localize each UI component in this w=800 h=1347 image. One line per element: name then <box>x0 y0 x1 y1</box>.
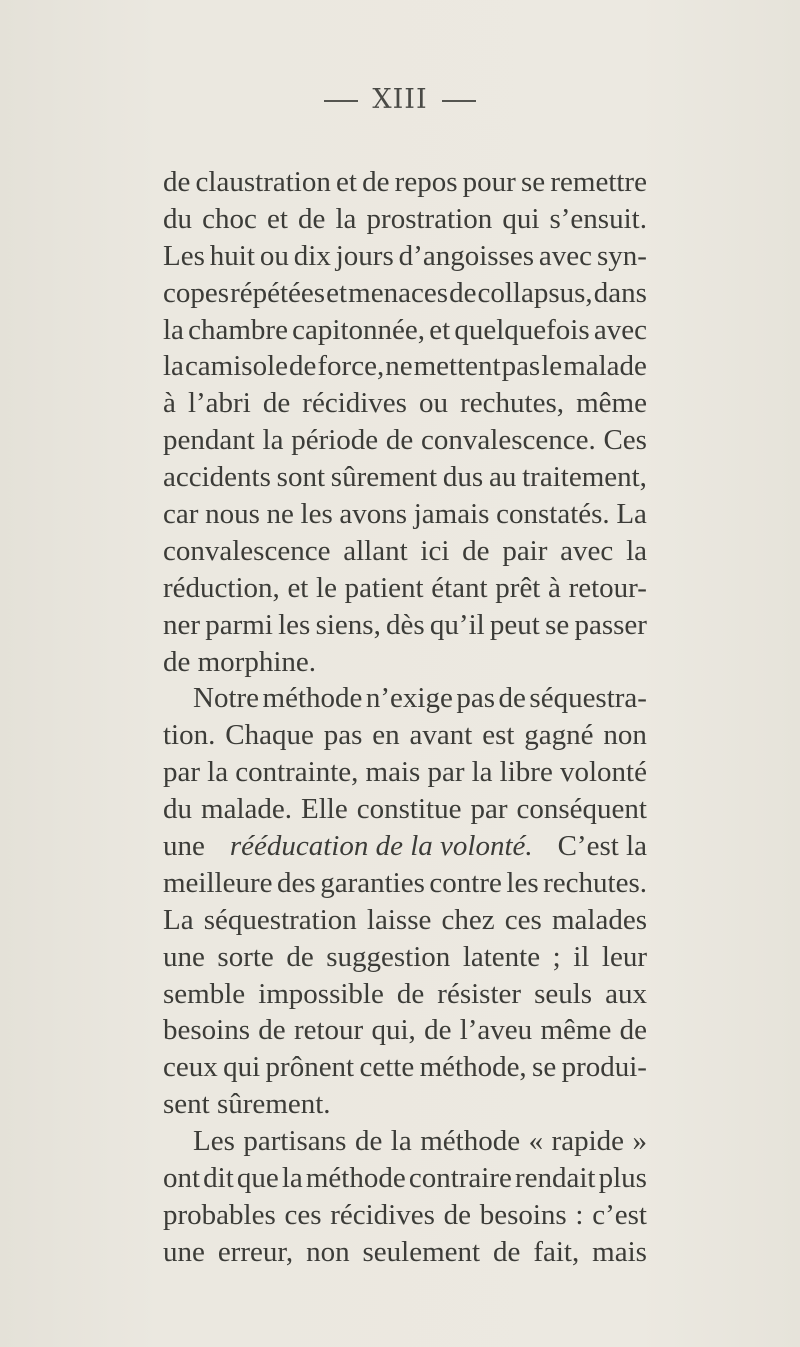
text-line <box>163 607 647 644</box>
text-line: sent sûrement. <box>163 1088 331 1121</box>
word: avec <box>538 239 593 272</box>
word: retour <box>293 1014 364 1047</box>
word: et <box>266 202 288 235</box>
word: récidives <box>330 1198 435 1231</box>
word: n’exige <box>365 682 453 715</box>
word: jamais <box>413 498 490 531</box>
word: même <box>540 1014 612 1047</box>
word: et <box>429 313 451 346</box>
word: avec <box>560 534 614 567</box>
word: de <box>385 424 414 457</box>
word: repos <box>394 166 458 198</box>
word: prônent <box>265 1051 355 1084</box>
word: méthode, <box>419 1051 527 1084</box>
word: pour <box>462 166 516 198</box>
word: malades <box>551 903 647 936</box>
word: la <box>163 350 184 383</box>
word: remettre <box>550 166 647 198</box>
word: convalescence. <box>421 424 596 457</box>
word: de <box>262 387 291 420</box>
word: se <box>545 608 570 641</box>
word: plus <box>598 1162 647 1195</box>
page-number <box>0 84 800 115</box>
word: contraire <box>408 1162 512 1195</box>
word: de <box>619 1014 647 1047</box>
word: ; <box>552 940 561 973</box>
word: passer <box>574 608 647 641</box>
word: les <box>278 608 311 641</box>
word: claustration <box>195 166 331 198</box>
word: convalescence <box>163 534 331 567</box>
word: des <box>277 866 316 899</box>
word: en <box>372 719 400 752</box>
word: constitue <box>356 793 462 826</box>
word: ceux <box>163 1051 218 1084</box>
word: s’ensuit. <box>549 202 647 235</box>
word: prostration <box>366 202 493 235</box>
word: au <box>488 461 517 494</box>
word: pas <box>501 350 541 383</box>
word: la <box>262 424 284 457</box>
word: d’angoisses <box>398 239 534 272</box>
word: libre <box>499 756 553 789</box>
word: latente <box>462 940 541 973</box>
word: méthode <box>305 1162 406 1195</box>
word: car <box>163 498 199 531</box>
word: rechutes, <box>460 387 564 420</box>
word: leur <box>601 940 647 973</box>
word: séquestra- <box>529 682 647 715</box>
text-line <box>163 1197 647 1234</box>
word: de <box>498 682 526 715</box>
text-line <box>163 312 647 349</box>
text-line <box>163 385 647 422</box>
word: la <box>281 1162 303 1195</box>
word: et <box>326 276 348 309</box>
word: capitonnée, <box>292 313 426 346</box>
word: est <box>482 719 515 752</box>
word: volonté <box>559 756 647 789</box>
word: quelquefois <box>454 313 590 346</box>
word: même <box>576 387 647 420</box>
word: semble <box>163 977 246 1010</box>
text-line <box>163 976 647 1013</box>
text-line <box>163 496 647 533</box>
word: de <box>286 940 314 973</box>
word: de <box>396 977 425 1010</box>
word: de <box>298 202 326 235</box>
word: ne <box>266 498 294 531</box>
word: la <box>163 313 184 346</box>
folio-right-dash <box>442 100 476 102</box>
word: qu’il <box>429 608 485 641</box>
word: mais <box>365 756 421 789</box>
word: l’abri <box>187 387 251 420</box>
word: huit <box>209 239 255 272</box>
word: menaces <box>348 276 448 309</box>
text-line <box>163 459 647 496</box>
word: avec <box>593 313 647 346</box>
word: produi- <box>561 1051 647 1084</box>
word: dans <box>593 276 647 309</box>
word: constatés. <box>496 498 610 531</box>
text-line <box>163 939 647 976</box>
word: de <box>354 1125 383 1158</box>
word: tion. <box>163 719 216 752</box>
word: camisole <box>184 350 289 383</box>
word: ou <box>259 239 289 272</box>
word: La <box>163 903 194 936</box>
word: sûrement <box>330 461 438 494</box>
word: sorte <box>217 940 274 973</box>
word: de <box>443 1198 471 1231</box>
word: impossible <box>258 977 384 1010</box>
word: avons <box>339 498 408 531</box>
word: Les <box>193 1125 235 1158</box>
word: de <box>424 1014 452 1047</box>
word: parmi <box>205 608 273 641</box>
word: » <box>632 1125 647 1158</box>
word: jours <box>335 239 394 272</box>
word: non <box>306 1235 350 1268</box>
text-line <box>163 164 647 201</box>
word: les <box>506 866 539 899</box>
word: ici <box>420 534 450 567</box>
word: se <box>521 166 546 198</box>
text-span: une <box>163 830 205 863</box>
word: ces <box>284 1198 322 1231</box>
word: « <box>528 1125 544 1158</box>
word: partisans <box>243 1125 347 1158</box>
word: ces <box>504 903 542 936</box>
text-line <box>163 348 647 385</box>
word: que <box>236 1162 279 1195</box>
word: patient <box>344 571 424 604</box>
word: de <box>462 534 490 567</box>
body-text <box>163 164 647 1271</box>
page-number-text: XIII <box>372 84 428 115</box>
word: il <box>573 940 590 973</box>
word: rapide <box>551 1125 625 1158</box>
word: résister <box>437 977 522 1010</box>
word: séquestration <box>203 903 357 936</box>
word: besoins <box>479 1198 567 1231</box>
word: ner <box>163 608 201 641</box>
word: ou <box>419 387 449 420</box>
word: de <box>362 166 390 198</box>
word: la <box>207 756 229 789</box>
word: qui <box>502 202 540 235</box>
word: la <box>335 202 357 235</box>
word: Ces <box>603 424 647 457</box>
text-line <box>163 902 647 939</box>
word: Chaque <box>225 719 314 752</box>
italic-phrase: rééducation de la volonté. <box>229 830 533 863</box>
word: besoins <box>163 1014 250 1047</box>
word: malade. <box>201 793 292 826</box>
word: meilleure <box>163 866 273 899</box>
word: de <box>493 1235 521 1268</box>
text-span: C’est la <box>557 830 647 863</box>
word: syn- <box>596 239 647 272</box>
word: réduction, <box>163 571 280 604</box>
word: prêt <box>495 571 541 604</box>
word: qui <box>223 1051 261 1084</box>
word: conséquent <box>516 793 647 826</box>
word: contre <box>429 866 502 899</box>
word: par <box>163 756 201 789</box>
word: ne <box>385 350 413 383</box>
text-line <box>163 201 647 238</box>
word: du <box>163 793 192 826</box>
word: pendant <box>163 424 255 457</box>
word: collapsus, <box>477 276 593 309</box>
text-line <box>163 238 647 275</box>
word: par <box>427 756 465 789</box>
word: chambre <box>188 313 288 346</box>
word: mais <box>592 1235 647 1268</box>
word: une <box>163 940 205 973</box>
word: la <box>626 534 647 567</box>
word: fait, <box>533 1235 580 1268</box>
word: cette <box>359 1051 415 1084</box>
word: pas <box>323 719 363 752</box>
word: se <box>532 1051 557 1084</box>
text-line <box>163 680 647 717</box>
word: de <box>258 1014 286 1047</box>
word: la <box>471 756 493 789</box>
folio-left-dash <box>324 100 358 102</box>
word: rechutes. <box>543 866 647 899</box>
word: Les <box>163 239 205 272</box>
word: non <box>603 719 647 752</box>
word: pair <box>502 534 548 567</box>
text-line <box>163 570 647 607</box>
word: répétées <box>230 276 326 309</box>
word: Elle <box>301 793 348 826</box>
word: accidents <box>163 461 271 494</box>
word: contrainte, <box>235 756 359 789</box>
word: et <box>336 166 357 198</box>
text-line <box>163 1234 647 1271</box>
word: c’est <box>592 1198 647 1231</box>
text-line <box>163 791 647 828</box>
word: le <box>316 571 337 604</box>
word: retour- <box>568 571 647 604</box>
word: l’aveu <box>459 1014 533 1047</box>
word: peut <box>489 608 540 641</box>
text-line <box>163 1012 647 1049</box>
word: allant <box>343 534 408 567</box>
word: laisse <box>366 903 432 936</box>
word: chez <box>441 903 495 936</box>
word: seulement <box>362 1235 481 1268</box>
word: choc <box>202 202 257 235</box>
word: nous <box>205 498 260 531</box>
word: suggestion <box>326 940 451 973</box>
text-line <box>163 1123 647 1160</box>
word: les <box>300 498 333 531</box>
word: la <box>390 1125 412 1158</box>
word: une <box>163 1235 205 1268</box>
word: du <box>163 202 192 235</box>
word: de <box>289 350 317 383</box>
text-line <box>163 754 647 791</box>
word: malade <box>563 350 647 383</box>
word: à <box>163 387 176 420</box>
word: Notre <box>193 682 260 715</box>
word: dès <box>386 608 425 641</box>
word: dix <box>293 239 331 272</box>
word: traitement, <box>522 461 647 494</box>
word: par <box>470 793 508 826</box>
word: méthode <box>262 682 363 715</box>
word: sont <box>276 461 326 494</box>
word: à <box>548 571 561 604</box>
word: siens, <box>315 608 381 641</box>
word: dus <box>442 461 484 494</box>
word: de <box>163 166 191 198</box>
text-line <box>163 865 647 902</box>
word: avant <box>409 719 473 752</box>
text-line <box>163 717 647 754</box>
text-line <box>163 275 647 312</box>
word: probables <box>163 1198 276 1231</box>
word: seuls <box>534 977 593 1010</box>
word: dit <box>203 1162 234 1195</box>
word: ont <box>163 1162 201 1195</box>
word: de <box>449 276 477 309</box>
text-line <box>163 1160 647 1197</box>
word: La <box>616 498 647 531</box>
word: qui, <box>371 1014 416 1047</box>
text-line <box>163 1049 647 1086</box>
word: récidives <box>302 387 407 420</box>
word: copes <box>163 276 230 309</box>
word: étant <box>431 571 488 604</box>
word: gagné <box>524 719 594 752</box>
word: rendait <box>514 1162 596 1195</box>
text-line <box>163 533 647 570</box>
text-line: de morphine. <box>163 645 317 678</box>
word: garanties <box>320 866 425 899</box>
word: force, <box>317 350 385 383</box>
word: période <box>291 424 379 457</box>
word: pas <box>456 682 496 715</box>
word: méthode <box>420 1125 521 1158</box>
word: le <box>541 350 563 383</box>
text-line <box>163 828 647 865</box>
word: erreur, <box>217 1235 294 1268</box>
word: : <box>575 1198 584 1231</box>
word: aux <box>605 977 647 1010</box>
word: mettent <box>413 350 501 383</box>
text-line <box>163 422 647 459</box>
word: et <box>287 571 309 604</box>
